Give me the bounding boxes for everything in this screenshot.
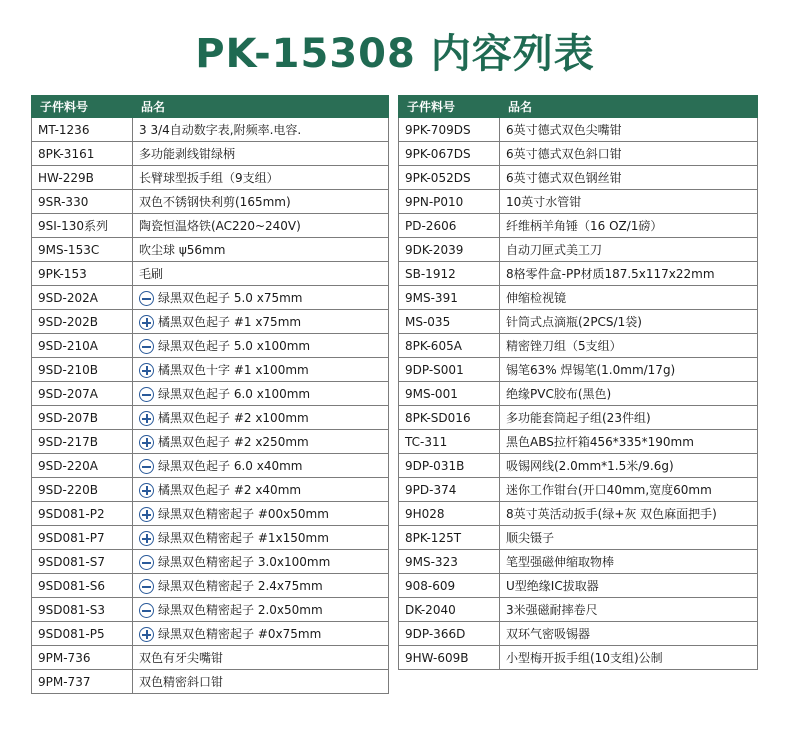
item-name-cell (500, 262, 758, 286)
slotted-minus-icon (139, 291, 154, 306)
slotted-minus-icon (139, 555, 154, 570)
contents-table-right (398, 95, 758, 670)
item-name-cell (133, 502, 389, 526)
item-name-text: 橘黑双色起子 #2 x250mm (158, 435, 309, 449)
part-number-cell: 9MS-153C (32, 238, 133, 262)
item-name-text: 10英寸水管钳 (506, 195, 582, 209)
item-name-cell (133, 214, 389, 238)
part-number-cell: 9SD-202B (32, 310, 133, 334)
part-number-cell: 9SD-207A (32, 382, 133, 406)
item-name-text: 绿黑双色精密起子 #0x75mm (158, 627, 322, 641)
item-name-text: 吸锡网线(2.0mm*1.5米/9.6g) (506, 459, 674, 473)
item-name-text: 多功能套筒起子组(23件组) (506, 411, 651, 425)
part-number-cell: 9SD-202A (32, 286, 133, 310)
item-name-text: 笔型强磁伸缩取物棒 (506, 555, 615, 569)
item-name-cell (133, 430, 389, 454)
item-name-text: 绿黑双色精密起子 #00x50mm (158, 507, 329, 521)
part-number-cell: 9PK-709DS (399, 118, 500, 142)
item-name-cell (133, 238, 389, 262)
item-name-text: 小型梅开扳手组(10支组)公制 (506, 651, 663, 665)
item-name-cell (500, 550, 758, 574)
item-name-text: 纤维柄羊角锤（16 OZ/1磅） (506, 219, 663, 233)
table-row (399, 334, 758, 358)
item-name-cell (500, 238, 758, 262)
item-name-text: 毛刷 (139, 267, 164, 281)
part-number-cell: 9DP-031B (399, 454, 500, 478)
table-row (399, 382, 758, 406)
part-number-cell: 8PK-605A (399, 334, 500, 358)
item-name-cell (500, 334, 758, 358)
part-number-cell: 9SD081-P2 (32, 502, 133, 526)
part-number-cell: 8PK-3161 (32, 142, 133, 166)
item-name-text: 绿黑双色起子 5.0 x100mm (158, 339, 311, 353)
item-name-text: 6英寸德式双色斜口钳 (506, 147, 622, 161)
part-number-cell: DK-2040 (399, 598, 500, 622)
item-name-cell (133, 190, 389, 214)
table-row (399, 262, 758, 286)
table-row (399, 190, 758, 214)
item-name-cell (500, 646, 758, 670)
table-row (399, 310, 758, 334)
part-number-cell: 9DK-2039 (399, 238, 500, 262)
item-name-text: 8格零件盒-PP材质187.5x117x22mm (506, 267, 715, 281)
header-part-number: 子件料号 (32, 96, 133, 118)
part-number-cell: TC-311 (399, 430, 500, 454)
part-number-cell: 9SD-220A (32, 454, 133, 478)
part-number-cell: 8PK-SD016 (399, 406, 500, 430)
table-row (399, 622, 758, 646)
item-name-text: 锡笔63% 焊锡笔(1.0mm/17g) (506, 363, 676, 377)
item-name-cell (500, 382, 758, 406)
item-name-text: U型绝缘IC拔取器 (506, 579, 599, 593)
item-name-text: 绿黑双色精密起子 2.4x75mm (158, 579, 323, 593)
item-name-cell (133, 526, 389, 550)
item-name-text: 长臂球型扳手组（9支组） (139, 171, 279, 185)
table-row (399, 454, 758, 478)
part-number-cell: 9PK-067DS (399, 142, 500, 166)
item-name-text: 6英寸德式双色尖嘴钳 (506, 123, 622, 137)
item-name-cell (133, 454, 389, 478)
table-row (32, 526, 389, 550)
item-name-cell (500, 142, 758, 166)
table-header-row (32, 96, 389, 118)
item-name-cell (133, 166, 389, 190)
part-number-cell: 9DP-S001 (399, 358, 500, 382)
item-name-cell (500, 286, 758, 310)
item-name-cell (500, 214, 758, 238)
table-row (32, 382, 389, 406)
header-part-number: 子件料号 (399, 96, 500, 118)
item-name-cell (500, 526, 758, 550)
table-row (32, 262, 389, 286)
table-row (32, 598, 389, 622)
item-name-cell (133, 574, 389, 598)
table-row (399, 214, 758, 238)
item-name-cell (500, 310, 758, 334)
part-number-cell: HW-229B (32, 166, 133, 190)
table-row (399, 358, 758, 382)
table-row (32, 670, 389, 694)
header-item-name: 品名 (500, 96, 758, 118)
part-number-cell: SB-1912 (399, 262, 500, 286)
item-name-text: 陶瓷恒温烙铁(AC220~240V) (139, 219, 301, 233)
table-row (32, 622, 389, 646)
item-name-cell (500, 502, 758, 526)
item-name-cell (133, 118, 389, 142)
item-name-text: 绿黑双色精密起子 3.0x100mm (158, 555, 331, 569)
table-row (399, 502, 758, 526)
part-number-cell: 9SD081-S7 (32, 550, 133, 574)
item-name-text: 自动刀匣式美工刀 (506, 243, 603, 257)
table-row (399, 478, 758, 502)
table-row (32, 190, 389, 214)
item-name-text: 精密锉刀组（5支组） (506, 339, 622, 353)
part-number-cell: 9DP-366D (399, 622, 500, 646)
table-row (399, 118, 758, 142)
item-name-cell (500, 478, 758, 502)
phillips-plus-icon (139, 411, 154, 426)
part-number-cell: 9MS-323 (399, 550, 500, 574)
item-name-text: 绝缘PVC胶布(黑色) (506, 387, 612, 401)
item-name-cell (133, 286, 389, 310)
item-name-cell (133, 310, 389, 334)
table-row (399, 142, 758, 166)
item-name-text: 橘黑双色起子 #2 x100mm (158, 411, 309, 425)
phillips-plus-icon (139, 531, 154, 546)
table-row (32, 142, 389, 166)
page-title: PK-15308 内容列表 (195, 31, 595, 77)
part-number-cell: 8PK-125T (399, 526, 500, 550)
phillips-plus-icon (139, 627, 154, 642)
item-name-text: 黑色ABS拉杆箱456*335*190mm (506, 435, 694, 449)
part-number-cell: 9SD-210A (32, 334, 133, 358)
item-name-cell (133, 598, 389, 622)
part-number-cell: 9SD081-P7 (32, 526, 133, 550)
item-name-cell (133, 334, 389, 358)
item-name-text: 伸缩检视镜 (506, 291, 567, 305)
table-row (399, 430, 758, 454)
part-number-cell: 9PD-374 (399, 478, 500, 502)
phillips-plus-icon (139, 483, 154, 498)
item-name-text: 绿黑双色起子 5.0 x75mm (158, 291, 303, 305)
table-row (32, 454, 389, 478)
table-row (32, 502, 389, 526)
item-name-cell (500, 358, 758, 382)
table-row (399, 550, 758, 574)
part-number-cell: 9MS-391 (399, 286, 500, 310)
table-row (32, 358, 389, 382)
table-row (399, 526, 758, 550)
table-row (399, 286, 758, 310)
part-number-cell: 9PM-737 (32, 670, 133, 694)
part-number-cell: 9SD081-S3 (32, 598, 133, 622)
item-name-text: 双环气密吸锡器 (506, 627, 591, 641)
table-row (399, 646, 758, 670)
item-name-text: 橘黑双色起子 #1 x75mm (158, 315, 302, 329)
part-number-cell: 9SD081-P5 (32, 622, 133, 646)
item-name-cell (133, 358, 389, 382)
header-item-name: 品名 (133, 96, 389, 118)
item-name-text: 吹尘球 ψ56mm (139, 243, 226, 257)
item-name-cell (500, 598, 758, 622)
part-number-cell: 9PM-736 (32, 646, 133, 670)
part-number-cell: 9SD-217B (32, 430, 133, 454)
item-name-text: 8英寸英活动扳手(绿+灰 双色麻面把手) (506, 507, 717, 521)
item-name-cell (500, 574, 758, 598)
table-row (32, 334, 389, 358)
item-name-cell (133, 142, 389, 166)
part-number-cell: MS-035 (399, 310, 500, 334)
table-row (32, 646, 389, 670)
item-name-text: 针筒式点滴瓶(2PCS/1袋) (506, 315, 642, 329)
phillips-plus-icon (139, 363, 154, 378)
item-name-text: 绿黑双色精密起子 #1x150mm (158, 531, 329, 545)
item-name-text: 6英寸德式双色钢丝钳 (506, 171, 622, 185)
slotted-minus-icon (139, 459, 154, 474)
item-name-text: 橘黑双色十字 #1 x100mm (158, 363, 309, 377)
table-row (399, 238, 758, 262)
phillips-plus-icon (139, 315, 154, 330)
table-row (32, 166, 389, 190)
part-number-cell: 9SD-220B (32, 478, 133, 502)
table-row (399, 598, 758, 622)
item-name-text: 3米强磁耐摔卷尺 (506, 603, 598, 617)
table-row (32, 478, 389, 502)
table-row (399, 406, 758, 430)
table-row (32, 574, 389, 598)
part-number-cell: PD-2606 (399, 214, 500, 238)
part-number-cell: 9PK-153 (32, 262, 133, 286)
table-header-row (399, 96, 758, 118)
item-name-text: 双色精密斜口钳 (139, 675, 224, 689)
slotted-minus-icon (139, 339, 154, 354)
table-row (32, 214, 389, 238)
part-number-cell: 9SR-330 (32, 190, 133, 214)
item-name-text: 绿黑双色起子 6.0 x100mm (158, 387, 311, 401)
slotted-minus-icon (139, 603, 154, 618)
part-number-cell: 908-609 (399, 574, 500, 598)
item-name-text: 绿黑双色精密起子 2.0x50mm (158, 603, 323, 617)
item-name-text: 顺尖镊子 (506, 531, 555, 545)
part-number-cell: 9PN-P010 (399, 190, 500, 214)
table-row (32, 310, 389, 334)
part-number-cell: 9SI-130系列 (32, 214, 133, 238)
item-name-text: 双色不锈钢快利剪(165mm) (139, 195, 291, 209)
item-name-cell (500, 166, 758, 190)
contents-table-left (31, 95, 389, 694)
item-name-cell (133, 478, 389, 502)
item-name-text: 绿黑双色起子 6.0 x40mm (158, 459, 303, 473)
part-number-cell: 9MS-001 (399, 382, 500, 406)
item-name-cell (500, 430, 758, 454)
item-name-cell (133, 550, 389, 574)
item-name-cell (133, 382, 389, 406)
item-name-text: 橘黑双色起子 #2 x40mm (158, 483, 302, 497)
part-number-cell: 9H028 (399, 502, 500, 526)
part-number-cell: 9PK-052DS (399, 166, 500, 190)
item-name-cell (500, 622, 758, 646)
part-number-cell: 9SD-207B (32, 406, 133, 430)
table-row (399, 166, 758, 190)
table-row (32, 118, 389, 142)
item-name-text: 迷你工作钳台(开口40mm,宽度60mm (506, 483, 712, 497)
item-name-text: 双色有牙尖嘴钳 (139, 651, 224, 665)
item-name-cell (500, 118, 758, 142)
item-name-cell (500, 190, 758, 214)
item-name-cell (500, 406, 758, 430)
item-name-cell (133, 262, 389, 286)
table-row (32, 550, 389, 574)
phillips-plus-icon (139, 435, 154, 450)
table-row (32, 406, 389, 430)
item-name-cell (500, 454, 758, 478)
table-row (32, 430, 389, 454)
part-number-cell: 9HW-609B (399, 646, 500, 670)
part-number-cell: 9SD-210B (32, 358, 133, 382)
part-number-cell: 9SD081-S6 (32, 574, 133, 598)
table-row (32, 286, 389, 310)
item-name-cell (133, 406, 389, 430)
item-name-cell (133, 622, 389, 646)
item-name-text: 3 3/4自动数字表,附频率.电容. (139, 123, 302, 137)
item-name-text: 多功能剥线钳绿柄 (139, 147, 236, 161)
slotted-minus-icon (139, 579, 154, 594)
item-name-cell (133, 670, 389, 694)
slotted-minus-icon (139, 387, 154, 402)
part-number-cell: MT-1236 (32, 118, 133, 142)
item-name-cell (133, 646, 389, 670)
table-row (399, 574, 758, 598)
phillips-plus-icon (139, 507, 154, 522)
table-row (32, 238, 389, 262)
